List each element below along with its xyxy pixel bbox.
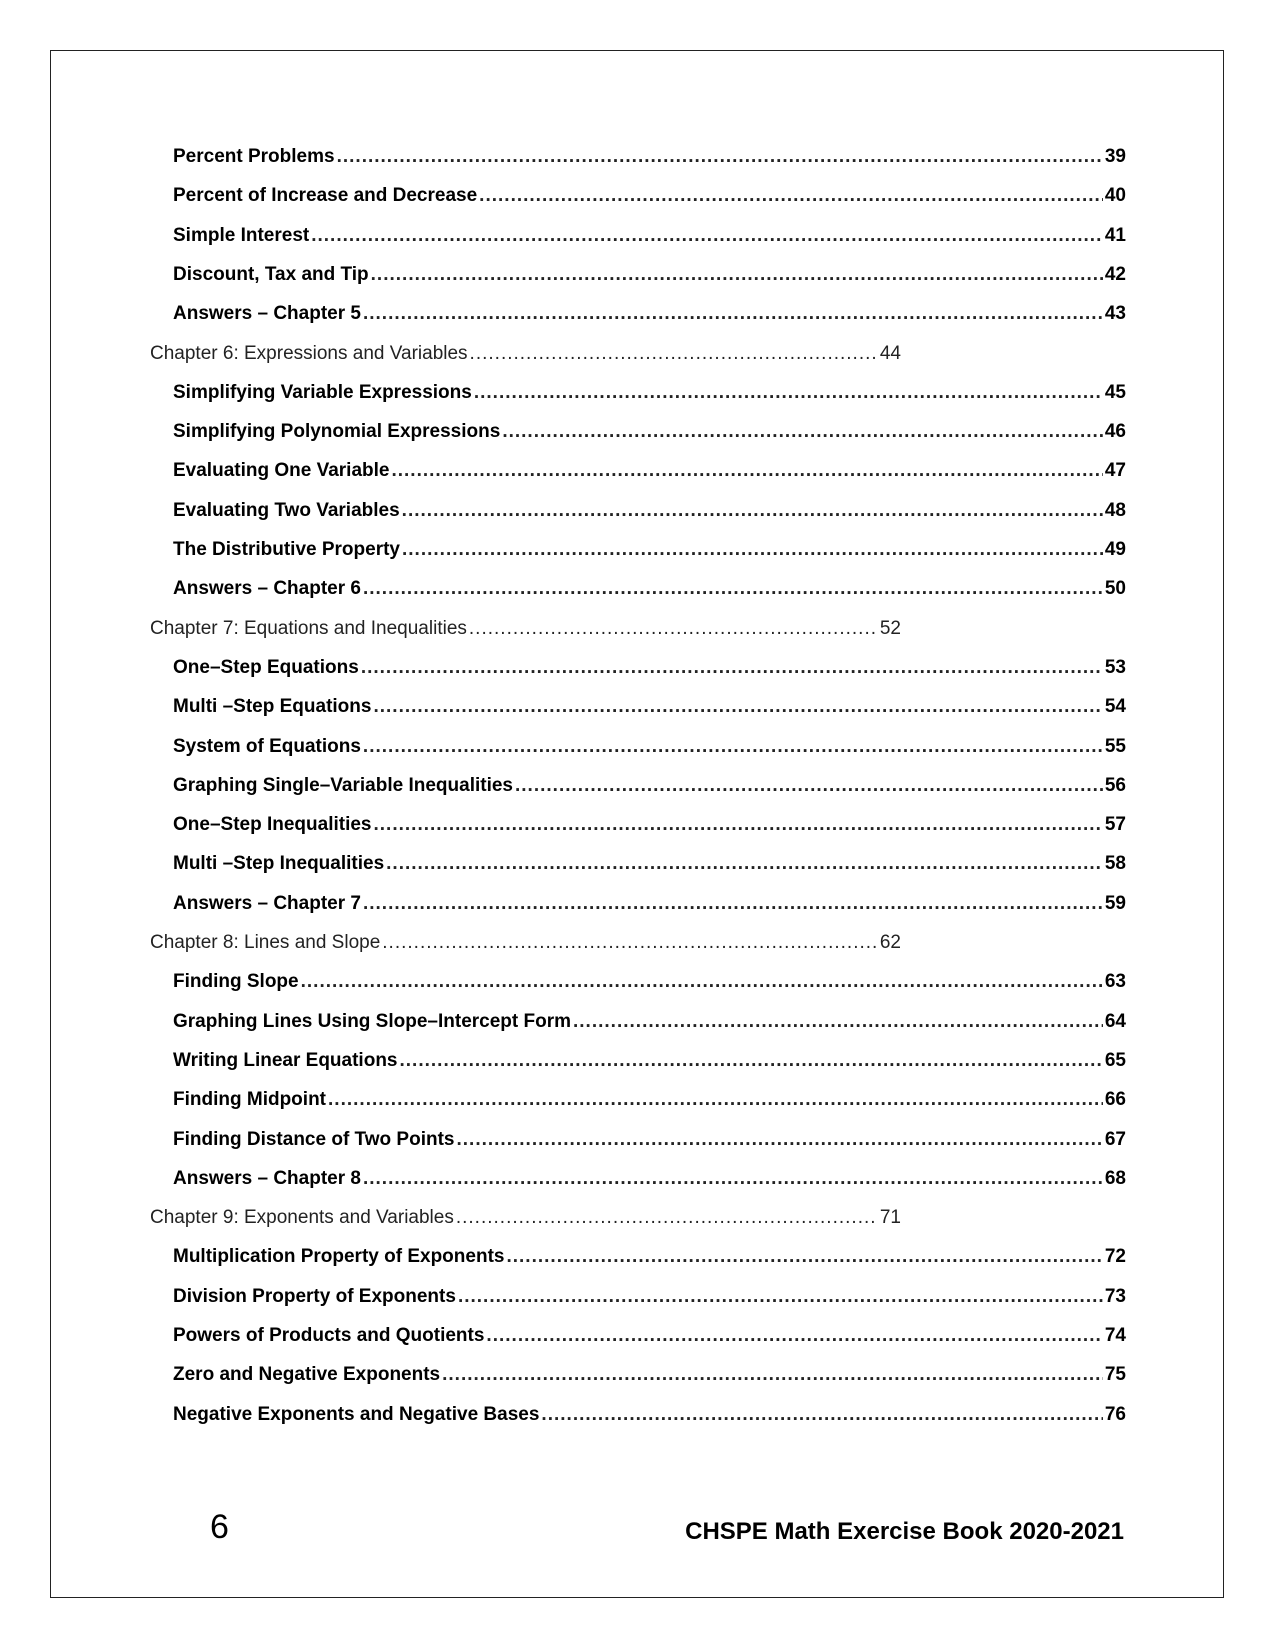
toc-entry-title: Powers of Products and Quotients [173, 1325, 485, 1346]
toc-entry-title: Negative Exponents and Negative Bases [173, 1403, 540, 1425]
toc-section-entry[interactable] [173, 1089, 1126, 1121]
toc-section-entry[interactable] [173, 775, 1126, 807]
dot-leader [573, 1011, 1103, 1033]
toc-chapter-entry[interactable] [150, 932, 901, 964]
dot-leader [363, 736, 1103, 758]
toc-section-entry[interactable] [173, 225, 1126, 257]
dot-leader [400, 1050, 1103, 1072]
toc-section-entry[interactable] [173, 1404, 1126, 1436]
toc-entry-page: 45 [1104, 381, 1126, 403]
toc-entry-page: 49 [1104, 539, 1126, 560]
dot-leader [402, 539, 1103, 561]
toc-chapter-entry[interactable] [150, 343, 901, 375]
toc-chapter-entry[interactable] [150, 1207, 901, 1239]
toc-section-entry[interactable] [173, 1364, 1126, 1396]
toc-section-entry[interactable] [173, 696, 1126, 728]
toc-entry-page: 57 [1104, 814, 1126, 836]
toc-section-entry[interactable] [173, 146, 1126, 178]
dot-leader [502, 421, 1103, 443]
toc-section-entry[interactable] [173, 185, 1126, 217]
toc-entry-page: 66 [1104, 1089, 1126, 1111]
toc-entry-page: 62 [879, 932, 901, 953]
toc-entry-title: Answers – Chapter 7 [173, 892, 361, 914]
toc-section-entry[interactable] [173, 657, 1126, 689]
dot-leader [328, 1089, 1103, 1111]
dot-leader [371, 264, 1103, 286]
toc-entry-title: One–Step Equations [173, 656, 359, 678]
toc-section-entry[interactable] [173, 1286, 1126, 1318]
toc-entry-page: 48 [1104, 499, 1126, 521]
toc-entry-title: Evaluating One Variable [173, 460, 390, 482]
toc-entry-page: 59 [1104, 892, 1126, 914]
toc-section-entry[interactable] [173, 1246, 1126, 1278]
dot-leader [402, 500, 1103, 522]
toc-entry-page: 52 [879, 617, 901, 639]
dot-leader [506, 1246, 1102, 1268]
dot-leader [456, 1207, 878, 1229]
dot-leader [363, 578, 1103, 600]
dot-leader [374, 814, 1103, 836]
page-number: 6 [210, 1508, 229, 1546]
toc-entry-title: Chapter 6: Expressions and Variables [150, 342, 468, 364]
dot-leader [361, 657, 1103, 679]
dot-leader [363, 1168, 1103, 1190]
dot-leader [337, 146, 1103, 168]
dot-leader [456, 1129, 1102, 1151]
dot-leader [458, 1286, 1103, 1308]
dot-leader [541, 1404, 1102, 1426]
toc-section-entry[interactable] [173, 1129, 1126, 1161]
toc-entry-title: Writing Linear Equations [173, 1049, 398, 1071]
toc-entry-title: Multi –Step Inequalities [173, 853, 385, 875]
dot-leader [363, 303, 1103, 325]
dot-leader [474, 382, 1103, 404]
toc-entry-page: 54 [1104, 696, 1126, 718]
dot-leader [470, 343, 878, 365]
toc-entry-page: 44 [879, 342, 901, 364]
dot-leader [382, 932, 878, 954]
toc-entry-page: 58 [1104, 853, 1126, 875]
toc-entry-page: 74 [1104, 1325, 1126, 1346]
book-title: CHSPE Math Exercise Book 2020-2021 [685, 1518, 1124, 1545]
toc-entry-page: 47 [1104, 460, 1126, 482]
toc-entry-page: 71 [879, 1207, 901, 1229]
toc-chapter-entry[interactable] [150, 618, 901, 650]
dot-leader [311, 225, 1103, 247]
toc-section-entry[interactable] [173, 736, 1126, 768]
toc-entry-title: Chapter 9: Exponents and Variables [150, 1207, 454, 1229]
toc-section-entry[interactable] [173, 539, 1126, 571]
dot-leader [301, 971, 1103, 993]
toc-entry-title: Answers – Chapter 5 [173, 303, 361, 325]
toc-entry-page: 73 [1104, 1285, 1126, 1307]
toc-entry-title: Percent Problems [173, 146, 335, 167]
toc-entry-title: Chapter 8: Lines and Slope [150, 932, 381, 953]
dot-leader [469, 618, 878, 640]
toc-section-entry[interactable] [173, 814, 1126, 846]
toc-entry-page: 76 [1104, 1403, 1126, 1425]
toc-section-entry[interactable] [173, 971, 1126, 1003]
toc-entry-page: 64 [1104, 1010, 1126, 1032]
toc-entry-page: 43 [1104, 303, 1126, 325]
toc-section-entry[interactable] [173, 303, 1126, 335]
toc-entry-title: One–Step Inequalities [173, 814, 372, 836]
toc-entry-page: 72 [1104, 1246, 1126, 1268]
dot-leader [386, 853, 1103, 875]
dot-leader [391, 460, 1102, 482]
toc-entry-page: 53 [1104, 656, 1126, 678]
toc-entry-page: 39 [1104, 146, 1126, 167]
dot-leader [442, 1364, 1103, 1386]
toc-entry-title: Chapter 7: Equations and Inequalities [150, 617, 467, 639]
toc-entry-title: System of Equations [173, 735, 361, 757]
toc-entry-title: The Distributive Property [173, 539, 400, 560]
toc-section-entry[interactable] [173, 421, 1126, 453]
toc-section-entry[interactable] [173, 853, 1126, 885]
toc-entry-page: 41 [1104, 224, 1126, 246]
toc-section-entry[interactable] [173, 1011, 1126, 1043]
toc-entry-page: 68 [1104, 1167, 1126, 1189]
toc-section-entry[interactable] [173, 264, 1126, 296]
toc-entry-title: Multiplication Property of Exponents [173, 1246, 505, 1268]
toc-section-entry[interactable] [173, 893, 1126, 925]
toc-entry-title: Simple Interest [173, 224, 310, 246]
toc-entry-page: 40 [1104, 185, 1126, 207]
dot-leader [515, 775, 1103, 797]
toc-section-entry[interactable] [173, 500, 1126, 532]
toc-section-entry[interactable] [173, 1050, 1126, 1082]
toc-entry-title: Division Property of Exponents [173, 1285, 456, 1307]
toc-entry-page: 67 [1104, 1128, 1126, 1150]
dot-leader [373, 696, 1102, 718]
toc-entry-title: Evaluating Two Variables [173, 499, 400, 521]
toc-entry-title: Zero and Negative Exponents [173, 1364, 441, 1386]
toc-section-entry[interactable] [173, 578, 1126, 610]
toc-entry-page: 56 [1104, 774, 1126, 796]
toc-entry-page: 46 [1104, 421, 1126, 443]
toc-section-entry[interactable] [173, 460, 1126, 492]
toc-entry-title: Percent of Increase and Decrease [173, 185, 478, 207]
toc-section-entry[interactable] [173, 1325, 1126, 1357]
toc-entry-title: Multi –Step Equations [173, 696, 372, 718]
toc-entry-title: Graphing Lines Using Slope–Intercept Form [173, 1010, 571, 1032]
toc-entry-page: 55 [1104, 735, 1126, 757]
dot-leader [479, 185, 1103, 207]
toc-entry-page: 50 [1104, 578, 1126, 600]
toc-entry-title: Finding Slope [173, 971, 299, 993]
toc-entry-title: Finding Distance of Two Points [173, 1128, 455, 1150]
toc-entry-title: Simplifying Polynomial Expressions [173, 421, 501, 443]
toc-entry-title: Answers – Chapter 8 [173, 1167, 361, 1189]
dot-leader [486, 1325, 1102, 1347]
dot-leader [363, 893, 1103, 915]
toc-entry-title: Graphing Single–Variable Inequalities [173, 774, 513, 796]
toc-entry-title: Simplifying Variable Expressions [173, 381, 472, 403]
toc-entry-title: Finding Midpoint [173, 1089, 327, 1111]
toc-section-entry[interactable] [173, 1168, 1126, 1200]
toc-entry-title: Discount, Tax and Tip [173, 263, 369, 285]
toc-entry-page: 63 [1104, 971, 1126, 993]
toc-entry-page: 75 [1104, 1364, 1126, 1386]
toc-section-entry[interactable] [173, 382, 1126, 414]
toc-entry-page: 65 [1104, 1049, 1126, 1071]
toc-entry-page: 42 [1104, 263, 1126, 285]
toc-entry-title: Answers – Chapter 6 [173, 578, 361, 600]
